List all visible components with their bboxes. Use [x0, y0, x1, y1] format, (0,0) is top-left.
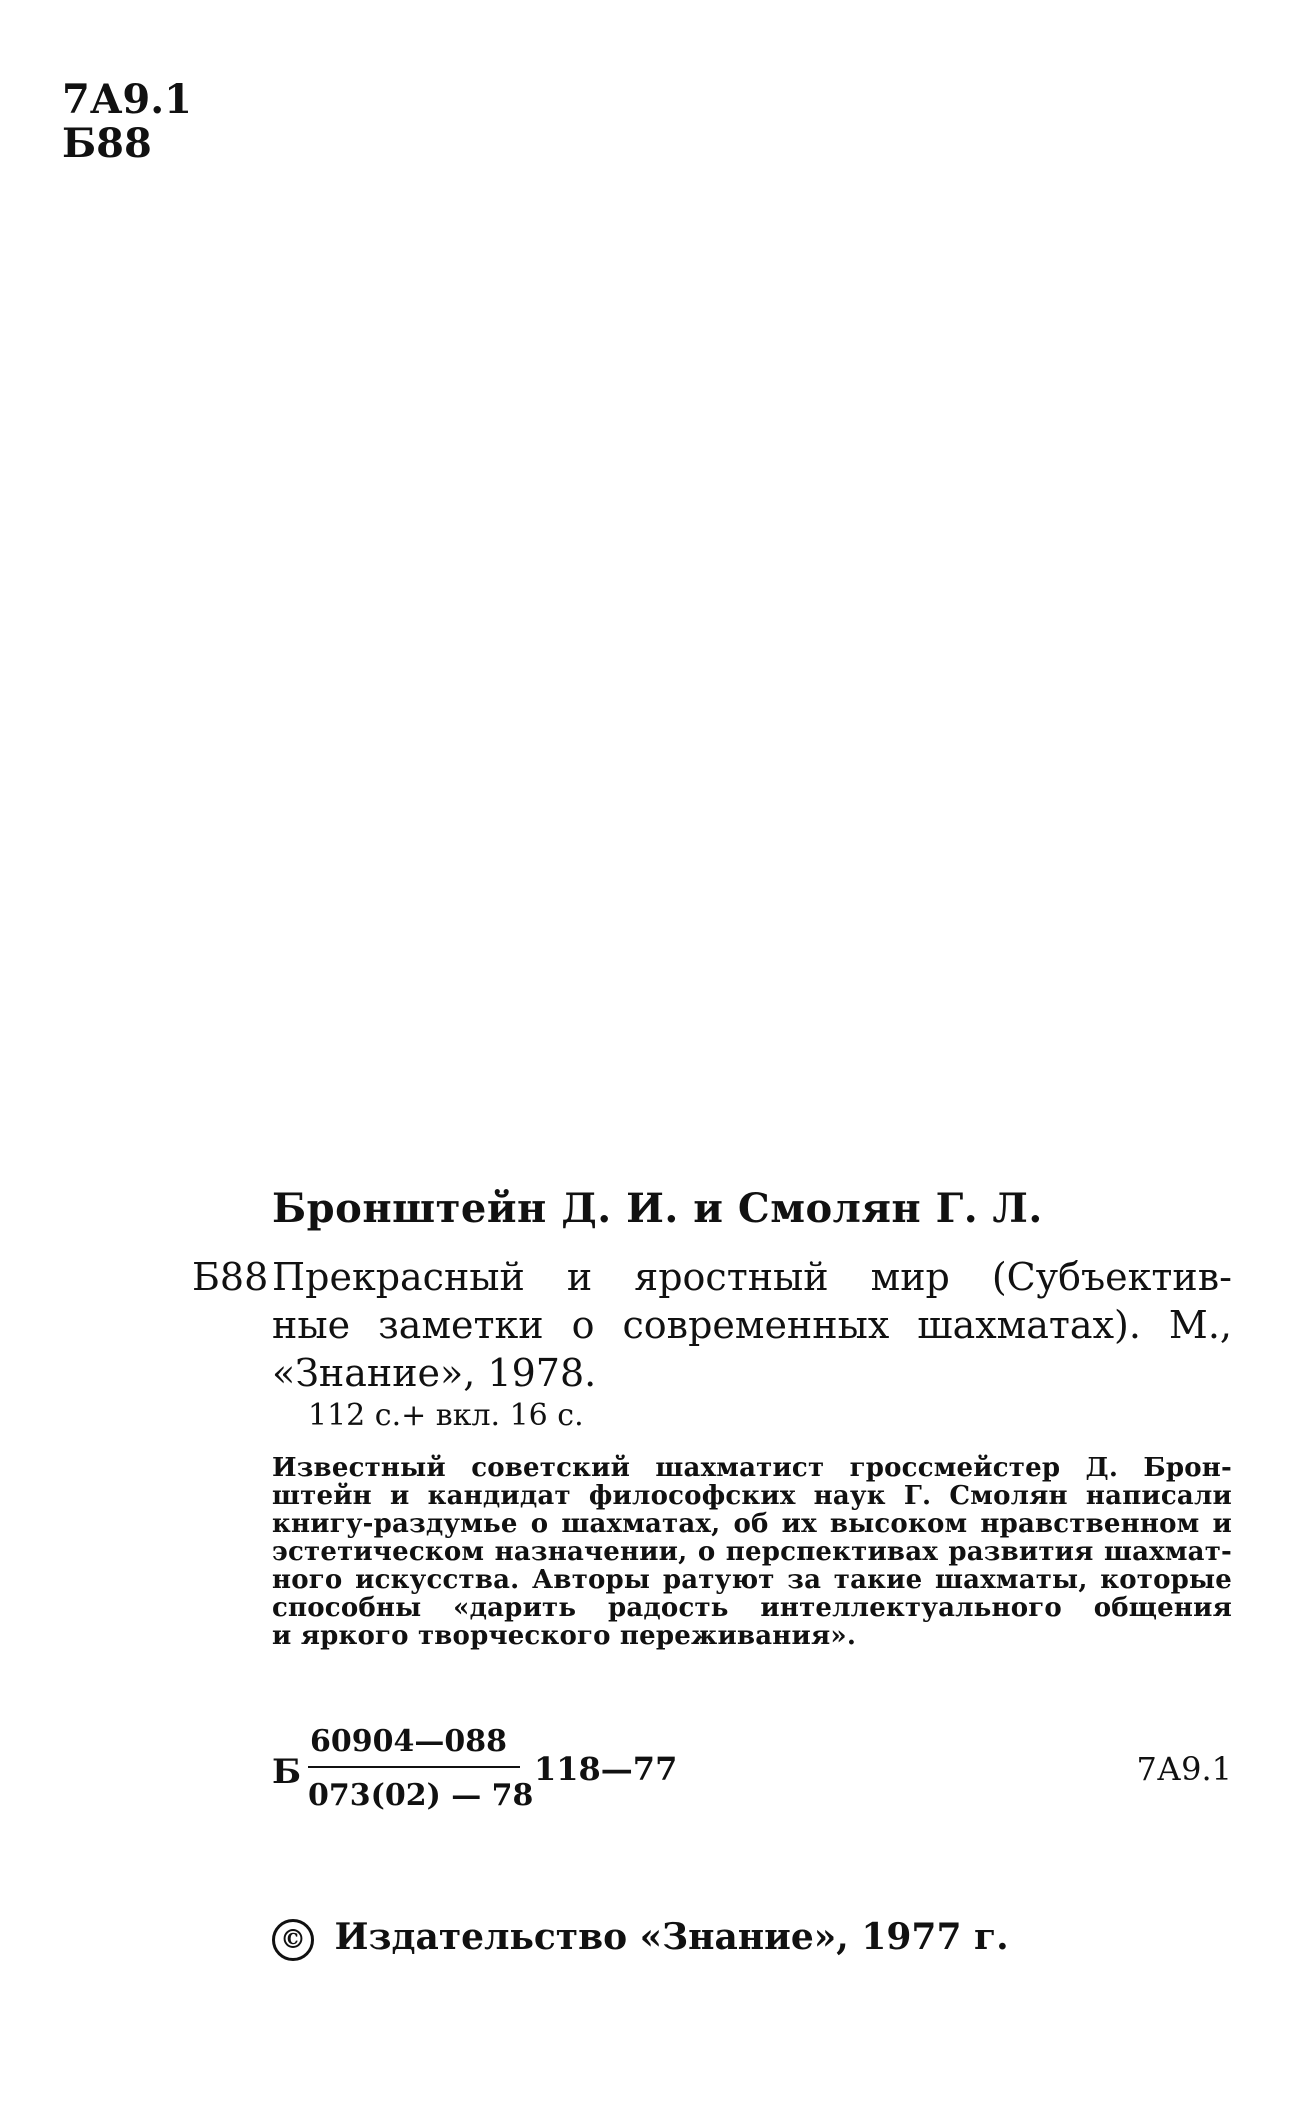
annotation-line-6: способны «дарить радость интеллектуального общения	[272, 1593, 1232, 1623]
annotation-line-5: ного искусства. Авторы ратуют за такие шахматы, которые	[272, 1565, 1232, 1595]
index-order-number: 118—77	[534, 1750, 678, 1788]
title-line-2: ные заметки о современных шахматах). М.,	[272, 1303, 1232, 1347]
index-classification-code: 7А9.1	[1136, 1750, 1232, 1788]
copyright-text: Издательство «Знание», 1977 г.	[334, 1916, 1009, 1958]
entry-author-mark: Б88	[192, 1255, 269, 1299]
copyright-icon: ©	[272, 1919, 314, 1961]
pages-info: 112 с.+ вкл. 16 с.	[308, 1398, 584, 1433]
authors-line: Бронштейн Д. И. и Смолян Г. Л.	[272, 1185, 1043, 1232]
index-denominator: 073(02) — 78	[308, 1778, 534, 1813]
annotation-line-7: и яркого творческого переживания».	[272, 1621, 857, 1651]
corner-classification	[62, 78, 192, 166]
index-fraction	[308, 1722, 534, 1816]
annotation-line-2: штейн и кандидат философских наук Г. Смолян написали	[272, 1481, 1232, 1511]
index-letter: Б	[272, 1752, 302, 1792]
index-numerator: 60904—088	[310, 1724, 507, 1759]
bibliographic-index	[272, 1722, 1232, 1832]
classification-code: 7А9.1	[62, 76, 192, 123]
annotation-line-3: книгу-раздумье о шахматах, об их высоком нравственном и	[272, 1509, 1232, 1539]
author-mark: Б88	[62, 120, 152, 167]
annotation-block	[272, 1454, 1232, 1650]
title-line-3: «Знание», 1978.	[272, 1351, 597, 1395]
copyright-line	[272, 1915, 1009, 1961]
title-line-1: Прекрасный и яростный мир (Субъектив-	[272, 1255, 1232, 1299]
annotation-line-4: эстетическом назначении, о перспективах развития шахмат-	[272, 1537, 1232, 1567]
entry-title-block	[272, 1253, 1232, 1397]
fraction-bar	[308, 1766, 520, 1768]
annotation-line-1: Известный советский шахматист гроссмейстер Д. Брон-	[272, 1453, 1232, 1483]
